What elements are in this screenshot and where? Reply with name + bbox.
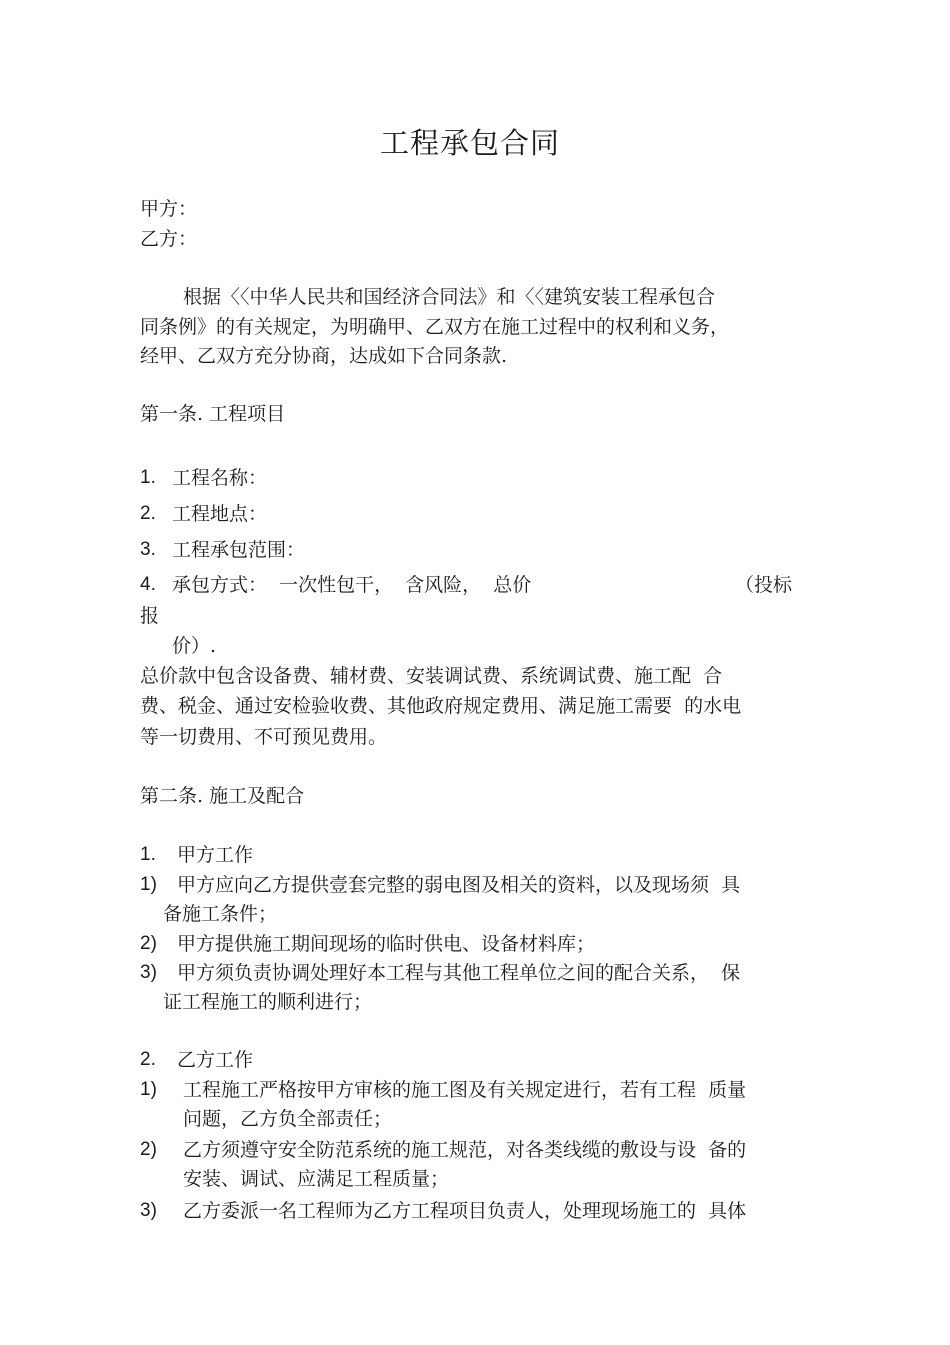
party-a-work-label: 甲方工作 <box>177 844 254 866</box>
bid-note-wrap-2: 价）. <box>172 635 217 657</box>
project-location-label: 工程地点： <box>172 503 268 525</box>
party-a-item-3-line-1: 甲方须负责协调处理好本工程与其他工程单位之间的配合关系， 保 <box>177 962 741 984</box>
project-name-label: 工程名称： <box>172 467 268 489</box>
item-number: 1. <box>140 467 156 488</box>
subitem-number: 1) <box>140 874 157 895</box>
intro-line-1: 根据〈〈中华人民共和国经济合同法》和〈〈建筑安装工程承包合 <box>183 286 716 308</box>
party-a-item-3-line-2: 证工程施工的顺利进行； <box>163 991 373 1013</box>
item-number: 3. <box>140 539 156 560</box>
article-2-heading: 第二条. 施工及配合 <box>140 785 305 807</box>
subitem-number: 1) <box>140 1079 157 1100</box>
party-b-item-2-line-1: 乙方须遵守安全防范系统的施工规范，对各类线缆的敷设与设 备的 <box>183 1139 747 1161</box>
bid-note-wrap-1: 报 <box>140 605 160 627</box>
total-price-line-1: 总价款中包含设备费、辅材费、安装调试费、系统调试费、施工配 合 <box>140 665 723 687</box>
party-b-label: 乙方： <box>140 228 198 250</box>
project-scope-label: 工程承包范围： <box>172 539 306 561</box>
party-a-label: 甲方： <box>140 198 198 220</box>
subitem-number: 3) <box>140 962 157 983</box>
item-number: 2. <box>140 503 156 524</box>
party-b-item-1-line-2: 问题，乙方负全部责任； <box>183 1108 393 1130</box>
intro-line-2: 同条例》的有关规定，为明确甲、乙双方在施工过程中的权利和义务， <box>140 316 730 338</box>
subitem-number: 2) <box>140 933 157 954</box>
party-b-item-2-line-2: 安装、调试、应满足工程质量； <box>183 1168 450 1190</box>
party-a-item-1-line-2: 备施工条件； <box>163 903 278 925</box>
party-b-item-3-line-1: 乙方委派一名工程师为乙方工程项目负责人，处理现场施工的 具体 <box>183 1200 747 1222</box>
page-title: 工程承包合同 <box>379 126 560 160</box>
item-number: 1. <box>140 844 156 865</box>
intro-line-3: 经甲、乙双方充分协商，达成如下合同条款. <box>140 345 508 367</box>
party-a-item-1-line-1: 甲方应向乙方提供壹套完整的弱电图及相关的资料，以及现场须 具 <box>177 874 741 896</box>
party-b-item-1-line-1: 工程施工严格按甲方审核的施工图及有关规定进行，若有工程 质量 <box>183 1079 747 1101</box>
contract-method-label: 承包方式： 一次性包干， 含风险， 总价 <box>172 574 532 596</box>
bid-note: （投标 <box>735 574 793 596</box>
total-price-line-3: 等一切费用、不可预见费用。 <box>140 726 388 748</box>
total-price-line-2: 费、税金、通过安检验收费、其他政府规定费用、满足施工需要 的水电 <box>140 695 742 717</box>
subitem-number: 3) <box>140 1200 157 1221</box>
item-number: 2. <box>140 1049 156 1070</box>
party-b-work-label: 乙方工作 <box>177 1049 254 1071</box>
article-1-heading: 第一条. 工程项目 <box>140 403 286 425</box>
party-a-item-2-line-1: 甲方提供施工期间现场的临时供电、设备材料库； <box>177 933 596 955</box>
item-number: 4. <box>140 574 156 595</box>
subitem-number: 2) <box>140 1139 157 1160</box>
